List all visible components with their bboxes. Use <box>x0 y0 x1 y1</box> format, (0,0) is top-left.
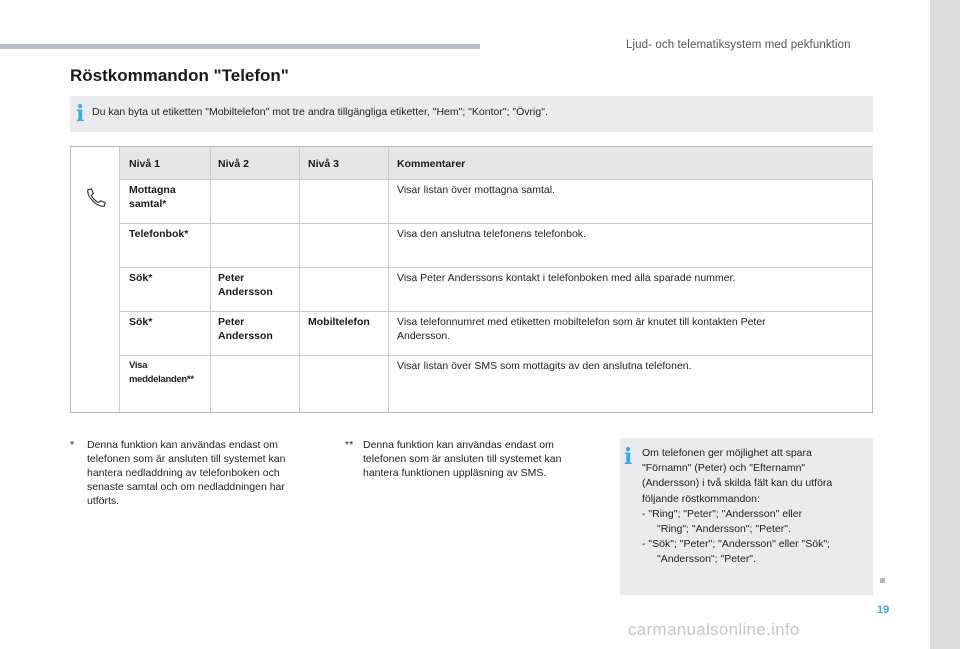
info-note-text <box>642 446 832 568</box>
column-divider <box>210 147 211 412</box>
section-title: Ljud- och telematiksystem med pekfunktion <box>626 39 851 51</box>
column-divider <box>119 147 120 412</box>
footnote-single <box>70 438 330 518</box>
info-line: (Andersson) i två skilda fält kan du utföra <box>642 477 833 490</box>
header-level-1: Nivå 1 <box>129 158 160 170</box>
info-line: följande röstkommandon: <box>642 492 760 505</box>
info-note-top <box>70 96 873 132</box>
phone-handset-icon <box>85 187 107 209</box>
info-icon: i <box>76 101 85 127</box>
cell-level-2: Peter <box>218 316 245 328</box>
cell-comment: Visa telefonnumret med etiketten mobiltelefon som är knutet till kontakten Peter <box>397 316 766 328</box>
footnote-line: hantera funktionen uppläsning av SMS. <box>363 467 547 479</box>
info-line: "Förnamn" (Peter) och "Efternamn" <box>642 462 806 475</box>
column-divider <box>299 147 300 412</box>
page-edge-strip <box>930 0 960 649</box>
row-divider <box>119 311 873 312</box>
cell-level-1: Mottagna <box>129 184 176 196</box>
cell-comment: Visa Peter Anderssons kontakt i telefonboken med alla sparade nummer. <box>397 272 736 284</box>
page-number: 19 <box>877 604 890 616</box>
footnote-text <box>363 438 561 480</box>
footnote-line: Denna funktion kan användas endast om <box>87 439 278 451</box>
cell-comment: Visa den anslutna telefonens telefonbok. <box>397 228 586 240</box>
page-title: Röstkommandon "Telefon" <box>70 66 289 85</box>
cell-comment: Visar listan över SMS som mottagits av den anslutna telefonen. <box>397 360 692 372</box>
footnote-mark: * <box>70 439 75 451</box>
cell-comment: Visar listan över mottagna samtal. <box>397 184 555 196</box>
cell-comment: Andersson. <box>397 330 451 342</box>
info-line: Om telefonen ger möjlighet att spara <box>642 447 812 459</box>
footnote-line: hantera nedladdning av telefonboken och <box>87 467 280 479</box>
footnote-line: telefonen som är ansluten till systemet kan <box>87 453 286 465</box>
cell-level-1: Telefonbok* <box>129 228 189 240</box>
end-marker <box>880 578 885 583</box>
cell-level-1: Sök* <box>129 272 153 284</box>
cell-level-1: samtal* <box>129 198 167 210</box>
header-comments: Kommentarer <box>397 158 466 170</box>
footnote-text <box>87 438 285 508</box>
cell-level-1: Sök* <box>129 316 153 328</box>
info-line: "Andersson"; "Peter". <box>657 553 756 566</box>
cell-level-2: Andersson <box>218 286 273 298</box>
footnote-mark: ** <box>345 439 354 451</box>
voice-command-table <box>70 146 873 413</box>
cell-level-1: meddelanden** <box>129 374 194 385</box>
cell-level-2: Peter <box>218 272 245 284</box>
row-divider <box>119 223 873 224</box>
cell-level-2: Andersson <box>218 330 273 342</box>
cell-level-3: Mobiltelefon <box>308 316 370 328</box>
info-line: - "Sök"; "Peter"; "Andersson" eller "Sök"; <box>642 538 830 551</box>
watermark: carmanualsonline.info <box>628 620 800 639</box>
column-divider <box>388 147 389 412</box>
info-note-bottom <box>620 438 873 595</box>
row-divider <box>119 355 873 356</box>
footnote-line: Denna funktion kan användas endast om <box>363 439 554 451</box>
info-note-text: Du kan byta ut etiketten "Mobiltelefon" mot tre andra tillgängliga etiketter, "Hem"; "Kontor"; "Övrig". <box>92 106 548 118</box>
footnote-double <box>345 438 610 488</box>
info-line: - "Ring"; "Peter"; "Andersson" eller <box>642 507 803 520</box>
footnote-line: utförts. <box>87 495 120 507</box>
row-divider <box>119 179 873 180</box>
header-level-2: Nivå 2 <box>218 158 249 170</box>
footnote-line: telefonen som är ansluten till systemet kan <box>363 453 562 465</box>
info-icon: i <box>624 444 633 470</box>
header-rule <box>0 44 480 49</box>
cell-level-1: Visa <box>129 360 148 371</box>
footnote-line: senaste samtal och om nedladdningen har <box>87 481 285 493</box>
header-level-3: Nivå 3 <box>308 158 339 170</box>
row-divider <box>119 267 873 268</box>
info-line: "Ring"; "Andersson"; "Peter". <box>657 523 791 536</box>
